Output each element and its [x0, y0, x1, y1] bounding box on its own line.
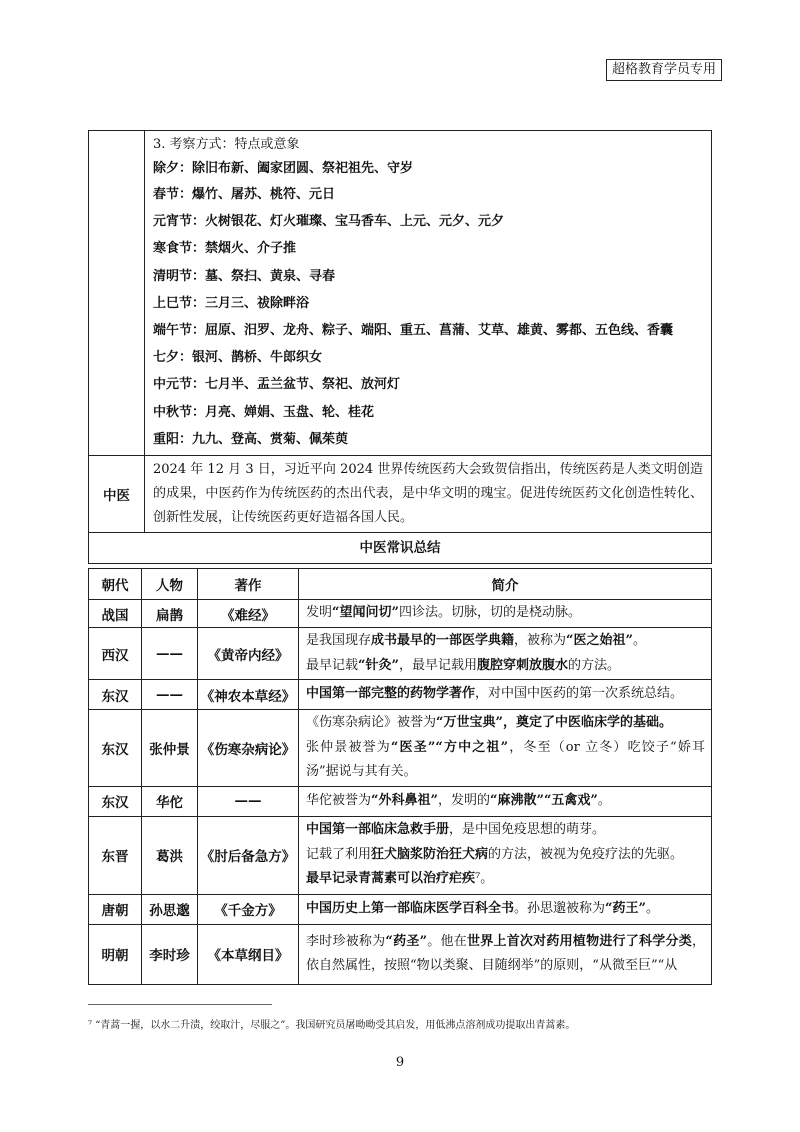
- desc-cell: [299, 786, 712, 816]
- desc-text: 《伤寒杂病论》被誉为: [306, 715, 437, 730]
- desc-text: 最早记载: [306, 657, 359, 673]
- desc-emphasis: “医圣”“方中之祖”: [390, 739, 509, 755]
- tcm-history-table: [88, 568, 712, 985]
- festival-desc: 九九、登高、赏菊、佩茱萸: [192, 431, 349, 447]
- desc-emphasis: “万世宝典”，奠定了中医临床学的基础。: [436, 715, 672, 730]
- festival-colon: ：: [192, 214, 206, 230]
- desc-emphasis: “针灸”: [358, 657, 399, 673]
- person-cell: ——: [142, 680, 198, 710]
- table-row: [89, 786, 712, 816]
- desc-text: 。: [597, 792, 611, 808]
- desc-text: 四诊法。切脉，切的是桡动脉。: [398, 605, 581, 621]
- header-badge: 超格教育学员专用: [606, 59, 722, 81]
- desc-text: 发明: [306, 605, 333, 621]
- desc-emphasis: 世界上首次对药用植物进行了科学分类: [467, 933, 692, 949]
- desc-cell: [299, 816, 712, 894]
- tcm-row: [89, 455, 712, 532]
- desc-cell: [299, 600, 712, 628]
- desc-emphasis: 腹腔穿刺放腹水: [477, 657, 569, 673]
- person-cell: ——: [142, 628, 198, 680]
- desc-text: 的方法。: [568, 657, 621, 673]
- desc-line: [306, 629, 705, 654]
- col-header-work: 著作: [198, 569, 299, 600]
- tcm-text: 2024 年 12 月 3 日，习近平向 2024 世界传统医药大会致贺信指出，传统医药是人类文明创造的成果，中医药作为传统医药的杰出代表，是中华文明的瑰宝。促进传统医药文化创造性转化、创新性发展，让传统医药更好造福各国人民。: [145, 455, 712, 532]
- desc-text: ，依自然属性，按照“物以类聚、目随纲举”的原则，“从微至巨”“从: [306, 933, 705, 973]
- desc-line: [306, 682, 705, 707]
- footnote: ⁷ “青蒿一握，以水二升渍，绞取汁，尽服之”。我国研究员屠呦呦受其启发，用低沸点溶剂成功提取出青蒿素。: [88, 1020, 576, 1031]
- festival-category-cell: [89, 131, 145, 456]
- festival-row: [89, 131, 712, 456]
- festival-name: 寒食节: [153, 241, 193, 257]
- desc-line: [306, 601, 705, 626]
- desc-line: [306, 654, 705, 679]
- work-cell: 《肘后备急方》: [198, 816, 299, 894]
- work-cell: 《千金方》: [198, 894, 299, 924]
- person-cell: 孙思邈: [142, 894, 198, 924]
- table-header-row: [89, 569, 712, 600]
- festival-desc: 除旧布新、阖家团圆、祭祀祖先、守岁: [192, 161, 414, 176]
- desc-text: 。: [633, 633, 647, 648]
- desc-emphasis: 成书最早的一部医学典籍: [371, 633, 515, 648]
- table-row: [89, 710, 712, 787]
- festival-name: 春节: [153, 187, 180, 202]
- summary-title: 中医常识总结: [89, 532, 712, 563]
- desc-text: ，被称为: [514, 633, 567, 648]
- festival-item: [153, 208, 703, 235]
- desc-emphasis: “药圣”: [385, 933, 428, 949]
- festival-item: [153, 371, 703, 398]
- festival-item: [153, 399, 703, 426]
- person-cell: 葛洪: [142, 816, 198, 894]
- dynasty-cell: 东汉: [89, 786, 142, 816]
- desc-text: ⁷: [475, 871, 481, 887]
- col-header-desc: 简介: [299, 569, 712, 600]
- desc-line: [306, 897, 705, 922]
- desc-text: 。: [480, 871, 494, 887]
- festival-item: [153, 426, 703, 453]
- work-cell: 《难经》: [198, 600, 299, 628]
- desc-emphasis: 狂犬脑浆防治狂犬病: [371, 846, 489, 862]
- desc-line: [306, 711, 705, 736]
- desc-text: 华佗被誉为: [306, 792, 372, 808]
- desc-cell: [299, 710, 712, 787]
- festival-desc: 三月三、祓除畔浴: [205, 295, 310, 311]
- desc-text: ，冬至（or 立冬）吃饺子“娇耳汤”据说与其有关。: [306, 739, 705, 779]
- tcm-label: 中医: [89, 455, 145, 532]
- festival-colon: ：: [192, 241, 206, 257]
- table-row: [89, 816, 712, 894]
- desc-text: ，最早记载用: [398, 657, 477, 673]
- festival-item: [153, 157, 703, 181]
- dynasty-cell: 明朝: [89, 924, 142, 984]
- desc-text: 李时珍被称为: [306, 933, 386, 949]
- desc-line: [306, 818, 705, 843]
- festival-item: [153, 290, 703, 317]
- dynasty-cell: 东晋: [89, 816, 142, 894]
- desc-emphasis: 最早记录青蒿素可以治疗疟疾: [306, 871, 476, 887]
- festival-desc: 墓、祭扫、黄泉、寻春: [205, 268, 336, 284]
- festival-name: 中元节: [153, 377, 193, 393]
- festival-name: 元宵节: [153, 214, 193, 230]
- page-number: 9: [395, 1055, 405, 1070]
- festival-item: [153, 181, 703, 208]
- desc-text: ，是中国免疫思想的萌芽。: [449, 822, 606, 838]
- festival-desc: 七月半、盂兰盆节、祭祀、放河灯: [205, 377, 401, 393]
- work-cell: 《本草纲目》: [198, 924, 299, 984]
- desc-cell: [299, 894, 712, 924]
- desc-line: [306, 843, 705, 868]
- festival-item: [153, 263, 703, 290]
- festival-colon: ：: [179, 187, 193, 202]
- work-cell: ——: [198, 786, 299, 816]
- desc-line: [306, 867, 705, 892]
- desc-emphasis: 中国历史上第一部临床医学百科全书: [306, 900, 515, 916]
- desc-text: 记载了利用: [306, 846, 372, 862]
- desc-text: 。他在: [427, 933, 467, 949]
- desc-emphasis: “麻沸散”“五禽戏”: [490, 792, 598, 808]
- festival-desc: 禁烟火、介子推: [205, 241, 297, 257]
- table-row: [89, 680, 712, 710]
- festival-desc: 屈原、汨罗、龙舟、粽子、端阳、重五、菖蒲、艾草、雄黄、雾都、五色线、香囊: [205, 322, 674, 338]
- col-header-person: 人物: [142, 569, 198, 600]
- work-cell: 《黄帝内经》: [198, 628, 299, 680]
- dynasty-cell: 东汉: [89, 710, 142, 787]
- desc-cell: [299, 628, 712, 680]
- person-cell: 华佗: [142, 786, 198, 816]
- person-cell: 扁鹊: [142, 600, 198, 628]
- dynasty-cell: 战国: [89, 600, 142, 628]
- festival-colon: ：: [192, 268, 206, 284]
- desc-cell: [299, 924, 712, 984]
- desc-emphasis: “药王”: [605, 900, 646, 916]
- festival-name: 重阳: [153, 431, 180, 447]
- table-body: [89, 600, 712, 985]
- dynasty-cell: 东汉: [89, 680, 142, 710]
- person-cell: 张仲景: [142, 710, 198, 787]
- festival-name: 七夕: [153, 350, 180, 366]
- festival-colon: ：: [179, 161, 193, 176]
- festival-colon: ：: [192, 295, 206, 311]
- festival-item: [153, 235, 703, 262]
- summary-title-row: [89, 532, 712, 563]
- desc-emphasis: 中国第一部完整的药物学著作: [306, 686, 476, 702]
- footnote-divider: [88, 1004, 272, 1005]
- festival-desc: 火树银花、灯火璀璨、宝马香车、上元、元夕、元夕: [205, 214, 505, 230]
- dynasty-cell: 西汉: [89, 628, 142, 680]
- festival-item: [153, 344, 703, 371]
- dynasty-cell: 唐朝: [89, 894, 142, 924]
- desc-cell: [299, 680, 712, 710]
- work-cell: 《伤寒杂病论》: [198, 710, 299, 787]
- festival-colon: ：: [192, 377, 206, 393]
- festival-name: 端午节: [153, 322, 193, 338]
- desc-text: ，对中国中医药的第一次系统总结。: [475, 686, 684, 702]
- table-row: [89, 924, 712, 984]
- festival-colon: ：: [179, 350, 193, 366]
- festival-colon: ：: [192, 404, 206, 420]
- desc-line: [306, 930, 705, 979]
- festival-desc: 爆竹、屠苏、桃符、元日: [192, 187, 336, 202]
- desc-emphasis: “外科鼻祖”: [371, 792, 438, 808]
- desc-emphasis: “医之始祖”: [566, 633, 634, 648]
- exam-method: 3. 考察方式：特点或意象: [153, 137, 300, 152]
- festival-colon: ：: [179, 431, 193, 447]
- desc-text: 。孙思邈被称为: [514, 900, 606, 916]
- festival-item: [153, 317, 703, 344]
- desc-text: 的方法，被视为免疫疗法的先驱。: [488, 846, 684, 862]
- desc-text: 张仲景被誉为: [306, 739, 391, 755]
- festival-content: [145, 131, 712, 456]
- festival-desc: 银河、鹊桥、牛郎织女: [192, 350, 323, 366]
- desc-line: [306, 736, 705, 785]
- festival-colon: ：: [192, 322, 206, 338]
- desc-emphasis: 中国第一部临床急救手册: [306, 822, 450, 838]
- festival-name: 清明节: [153, 268, 193, 284]
- table-row: [89, 894, 712, 924]
- desc-text: 。: [646, 900, 660, 916]
- col-header-dynasty: 朝代: [89, 569, 142, 600]
- festival-name: 上巳节: [153, 295, 193, 311]
- festival-name: 中秋节: [153, 404, 193, 420]
- work-cell: 《神农本草经》: [198, 680, 299, 710]
- table-row: [89, 600, 712, 628]
- festival-list: [153, 157, 703, 453]
- festival-desc: 月亮、婵娟、玉盘、轮、桂花: [205, 404, 375, 420]
- table-row: [89, 628, 712, 680]
- desc-text: ，发明的: [437, 792, 490, 808]
- festival-tcm-table: [88, 130, 712, 564]
- festival-name: 除夕: [153, 161, 180, 176]
- desc-line: [306, 789, 705, 814]
- person-cell: 李时珍: [142, 924, 198, 984]
- desc-text: 是我国现存: [306, 633, 372, 648]
- desc-emphasis: “望闻问切”: [332, 605, 399, 621]
